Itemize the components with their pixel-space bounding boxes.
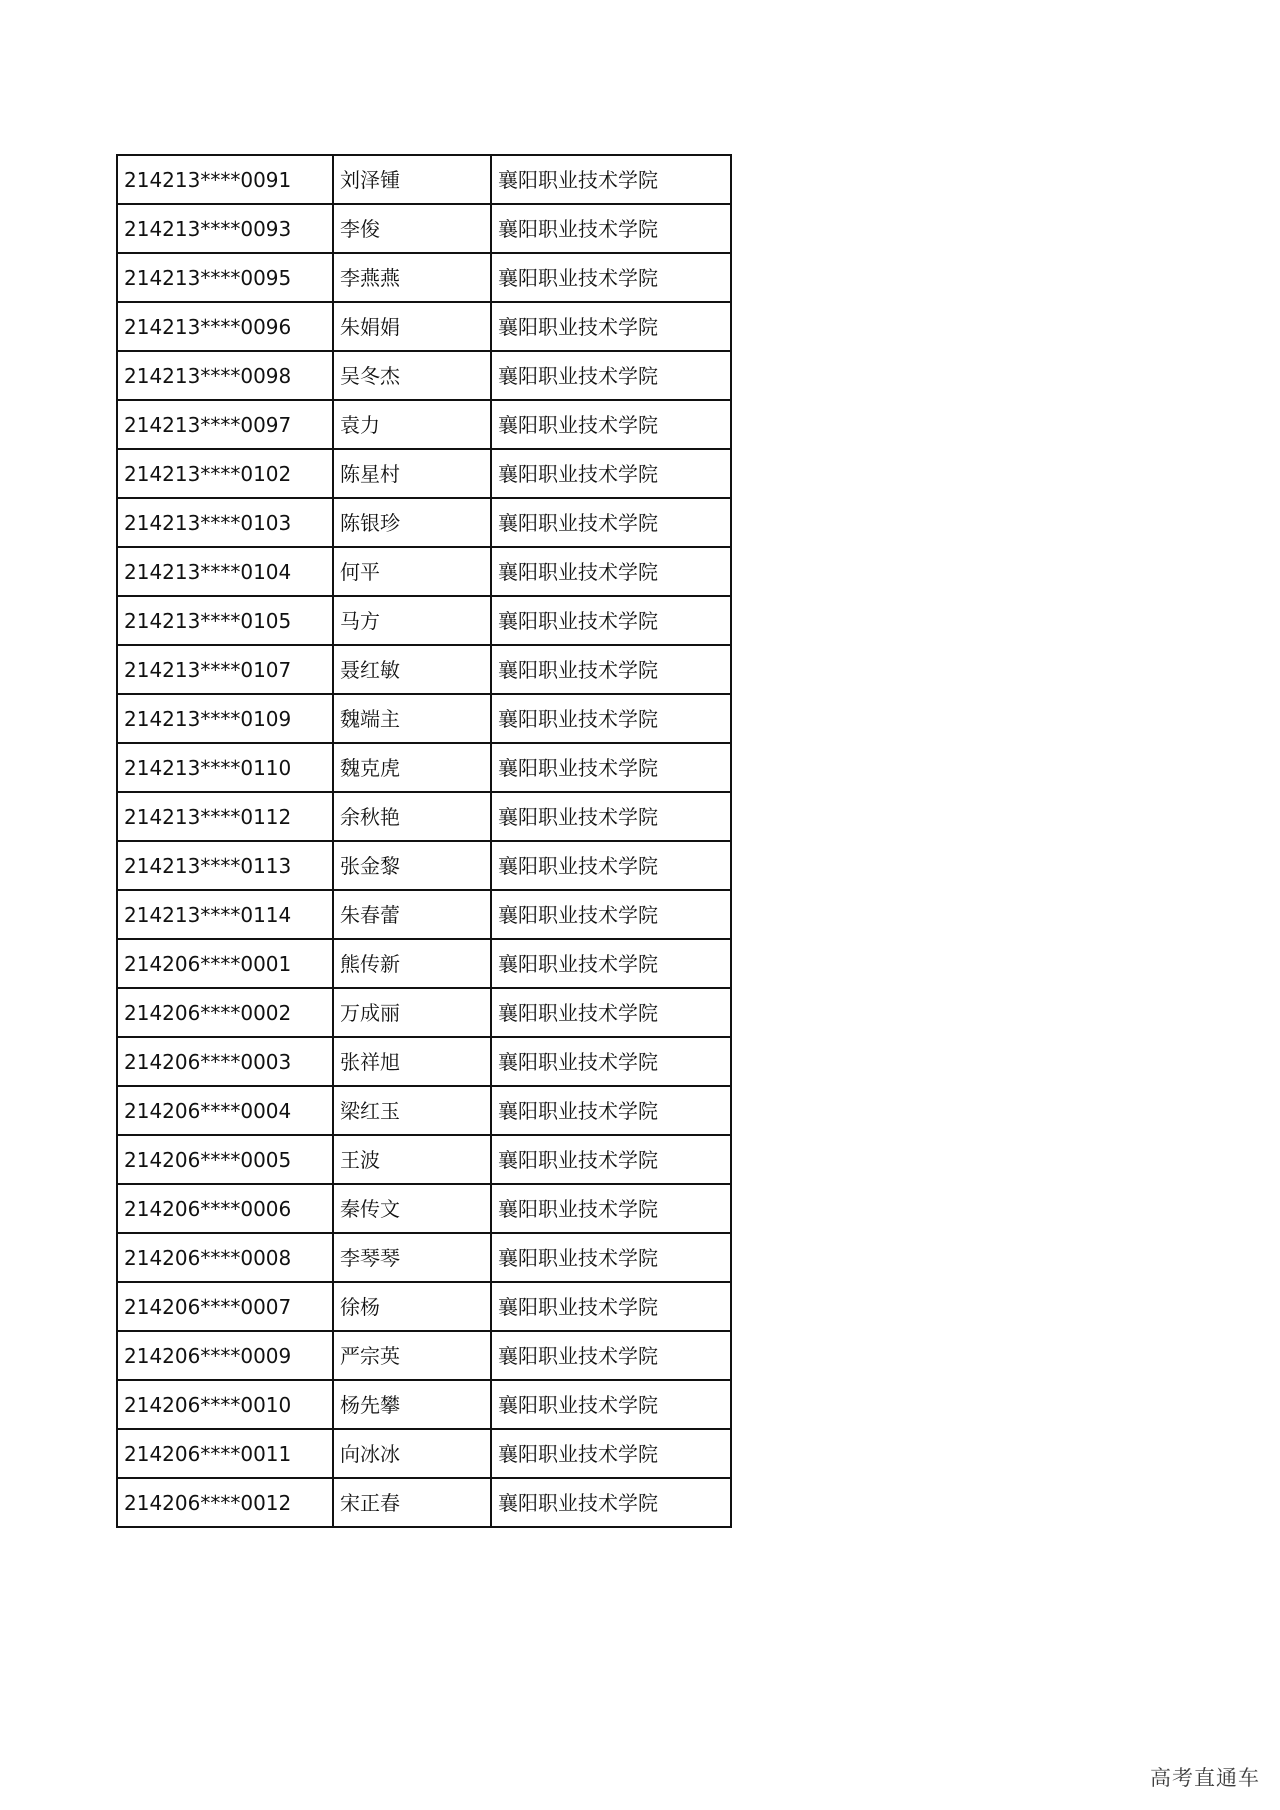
cell-exam-id: 214213****0107 bbox=[117, 645, 333, 694]
roster-body bbox=[117, 155, 731, 1527]
student-roster-table bbox=[116, 154, 732, 1528]
cell-exam-id: 214213****0113 bbox=[117, 841, 333, 890]
cell-school-name: 襄阳职业技术学院 bbox=[491, 645, 731, 694]
cell-school-name: 襄阳职业技术学院 bbox=[491, 1135, 731, 1184]
cell-student-name: 张金黎 bbox=[333, 841, 491, 890]
cell-exam-id: 214213****0097 bbox=[117, 400, 333, 449]
cell-student-name: 宋正春 bbox=[333, 1478, 491, 1527]
cell-school-name: 襄阳职业技术学院 bbox=[491, 596, 731, 645]
cell-exam-id: 214213****0114 bbox=[117, 890, 333, 939]
table-row bbox=[117, 1478, 731, 1527]
cell-student-name: 聂红敏 bbox=[333, 645, 491, 694]
cell-student-name: 万成丽 bbox=[333, 988, 491, 1037]
cell-school-name: 襄阳职业技术学院 bbox=[491, 743, 731, 792]
table-row bbox=[117, 939, 731, 988]
cell-student-name: 朱春蕾 bbox=[333, 890, 491, 939]
table-row bbox=[117, 1380, 731, 1429]
cell-student-name: 张祥旭 bbox=[333, 1037, 491, 1086]
cell-exam-id: 214213****0110 bbox=[117, 743, 333, 792]
cell-exam-id: 214206****0003 bbox=[117, 1037, 333, 1086]
table-row bbox=[117, 1331, 731, 1380]
table-row bbox=[117, 1184, 731, 1233]
table-row bbox=[117, 890, 731, 939]
cell-exam-id: 214213****0093 bbox=[117, 204, 333, 253]
cell-exam-id: 214213****0109 bbox=[117, 694, 333, 743]
cell-school-name: 襄阳职业技术学院 bbox=[491, 498, 731, 547]
table-row bbox=[117, 302, 731, 351]
cell-student-name: 魏克虎 bbox=[333, 743, 491, 792]
cell-student-name: 严宗英 bbox=[333, 1331, 491, 1380]
cell-school-name: 襄阳职业技术学院 bbox=[491, 841, 731, 890]
watermark-text: 高考直通车 bbox=[1150, 1766, 1260, 1790]
cell-student-name: 何平 bbox=[333, 547, 491, 596]
cell-school-name: 襄阳职业技术学院 bbox=[491, 1233, 731, 1282]
table-row bbox=[117, 498, 731, 547]
cell-exam-id: 214206****0012 bbox=[117, 1478, 333, 1527]
table-row bbox=[117, 596, 731, 645]
cell-school-name: 襄阳职业技术学院 bbox=[491, 400, 731, 449]
cell-exam-id: 214206****0009 bbox=[117, 1331, 333, 1380]
cell-school-name: 襄阳职业技术学院 bbox=[491, 1331, 731, 1380]
cell-student-name: 杨先攀 bbox=[333, 1380, 491, 1429]
cell-school-name: 襄阳职业技术学院 bbox=[491, 302, 731, 351]
table-row bbox=[117, 694, 731, 743]
cell-student-name: 魏端主 bbox=[333, 694, 491, 743]
cell-student-name: 梁红玉 bbox=[333, 1086, 491, 1135]
cell-school-name: 襄阳职业技术学院 bbox=[491, 253, 731, 302]
cell-school-name: 襄阳职业技术学院 bbox=[491, 939, 731, 988]
cell-exam-id: 214206****0010 bbox=[117, 1380, 333, 1429]
cell-exam-id: 214206****0006 bbox=[117, 1184, 333, 1233]
cell-school-name: 襄阳职业技术学院 bbox=[491, 792, 731, 841]
cell-student-name: 李琴琴 bbox=[333, 1233, 491, 1282]
cell-student-name: 刘泽锺 bbox=[333, 155, 491, 204]
cell-student-name: 王波 bbox=[333, 1135, 491, 1184]
cell-student-name: 余秋艳 bbox=[333, 792, 491, 841]
table-row bbox=[117, 1037, 731, 1086]
cell-school-name: 襄阳职业技术学院 bbox=[491, 547, 731, 596]
cell-student-name: 李俊 bbox=[333, 204, 491, 253]
table-row bbox=[117, 988, 731, 1037]
table-row bbox=[117, 841, 731, 890]
cell-exam-id: 214206****0008 bbox=[117, 1233, 333, 1282]
cell-exam-id: 214213****0105 bbox=[117, 596, 333, 645]
table-row bbox=[117, 253, 731, 302]
cell-exam-id: 214213****0091 bbox=[117, 155, 333, 204]
cell-school-name: 襄阳职业技术学院 bbox=[491, 1037, 731, 1086]
table-row bbox=[117, 1135, 731, 1184]
table-row bbox=[117, 1429, 731, 1478]
cell-school-name: 襄阳职业技术学院 bbox=[491, 694, 731, 743]
cell-school-name: 襄阳职业技术学院 bbox=[491, 351, 731, 400]
cell-exam-id: 214206****0007 bbox=[117, 1282, 333, 1331]
table-row bbox=[117, 400, 731, 449]
table-row bbox=[117, 1086, 731, 1135]
cell-student-name: 熊传新 bbox=[333, 939, 491, 988]
table-row bbox=[117, 351, 731, 400]
cell-school-name: 襄阳职业技术学院 bbox=[491, 890, 731, 939]
cell-student-name: 吴冬杰 bbox=[333, 351, 491, 400]
cell-school-name: 襄阳职业技术学院 bbox=[491, 1380, 731, 1429]
table-row bbox=[117, 547, 731, 596]
cell-exam-id: 214213****0112 bbox=[117, 792, 333, 841]
cell-school-name: 襄阳职业技术学院 bbox=[491, 449, 731, 498]
cell-school-name: 襄阳职业技术学院 bbox=[491, 1184, 731, 1233]
cell-student-name: 向冰冰 bbox=[333, 1429, 491, 1478]
cell-student-name: 李燕燕 bbox=[333, 253, 491, 302]
cell-student-name: 徐杨 bbox=[333, 1282, 491, 1331]
table-row bbox=[117, 743, 731, 792]
cell-exam-id: 214213****0104 bbox=[117, 547, 333, 596]
cell-exam-id: 214213****0102 bbox=[117, 449, 333, 498]
cell-exam-id: 214206****0011 bbox=[117, 1429, 333, 1478]
cell-student-name: 朱娟娟 bbox=[333, 302, 491, 351]
cell-student-name: 陈星村 bbox=[333, 449, 491, 498]
cell-student-name: 陈银珍 bbox=[333, 498, 491, 547]
table-row bbox=[117, 449, 731, 498]
table-row bbox=[117, 155, 731, 204]
cell-school-name: 襄阳职业技术学院 bbox=[491, 988, 731, 1037]
cell-exam-id: 214213****0103 bbox=[117, 498, 333, 547]
cell-school-name: 襄阳职业技术学院 bbox=[491, 204, 731, 253]
table-row bbox=[117, 1233, 731, 1282]
cell-exam-id: 214213****0098 bbox=[117, 351, 333, 400]
cell-exam-id: 214206****0004 bbox=[117, 1086, 333, 1135]
cell-exam-id: 214213****0095 bbox=[117, 253, 333, 302]
cell-exam-id: 214206****0005 bbox=[117, 1135, 333, 1184]
cell-student-name: 马方 bbox=[333, 596, 491, 645]
cell-school-name: 襄阳职业技术学院 bbox=[491, 155, 731, 204]
table-row bbox=[117, 792, 731, 841]
cell-student-name: 秦传文 bbox=[333, 1184, 491, 1233]
cell-school-name: 襄阳职业技术学院 bbox=[491, 1429, 731, 1478]
cell-school-name: 襄阳职业技术学院 bbox=[491, 1478, 731, 1527]
cell-student-name: 袁力 bbox=[333, 400, 491, 449]
table-row bbox=[117, 204, 731, 253]
table-row bbox=[117, 1282, 731, 1331]
table-row bbox=[117, 645, 731, 694]
cell-exam-id: 214213****0096 bbox=[117, 302, 333, 351]
cell-school-name: 襄阳职业技术学院 bbox=[491, 1282, 731, 1331]
cell-school-name: 襄阳职业技术学院 bbox=[491, 1086, 731, 1135]
cell-exam-id: 214206****0001 bbox=[117, 939, 333, 988]
cell-exam-id: 214206****0002 bbox=[117, 988, 333, 1037]
